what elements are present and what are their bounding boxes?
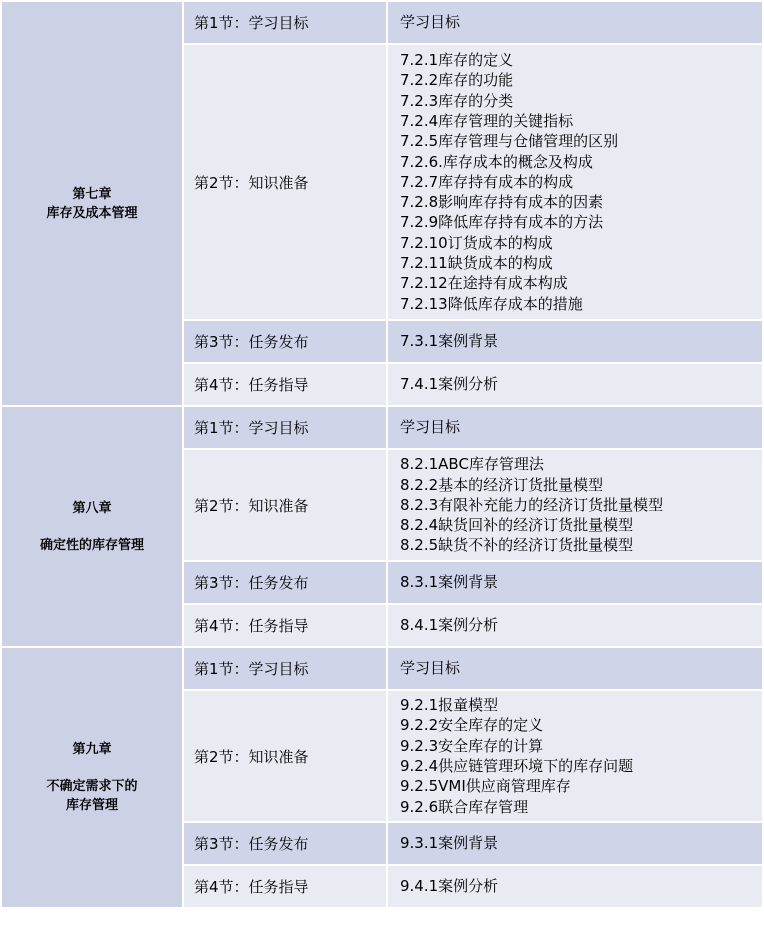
content-item: 7.2.10订货成本的构成: [400, 233, 553, 252]
content-item: 7.4.1案例分析: [400, 375, 499, 394]
content-item: 7.2.5库存管理与仓储管理的区别: [400, 132, 619, 151]
chapter-title-line: 第九章: [72, 742, 112, 757]
section-label: 第1节：学习目标: [183, 1, 387, 44]
content-item: 学习目标: [400, 418, 461, 437]
section-label: 第4节：任务指导: [183, 604, 387, 647]
content-item: 8.2.4缺货回补的经济订货批量模型: [400, 516, 634, 535]
section-label: 第4节：任务指导: [183, 865, 387, 908]
content-item: 8.2.5缺货不补的经济订货批量模型: [400, 536, 634, 555]
chapter-cell: [1, 1, 183, 406]
section-label: 第3节：任务发布: [183, 822, 387, 865]
section-content: [387, 647, 763, 690]
section-content: [387, 690, 763, 822]
section-content: [387, 865, 763, 908]
section-label: 第2节：知识准备: [183, 449, 387, 561]
content-item: 7.2.3库存的分类: [400, 91, 514, 110]
content-item: 7.2.12在途持有成本构成: [400, 274, 568, 293]
content-item: 7.3.1案例背景: [400, 332, 499, 351]
content-item: 8.2.1ABC库存管理法: [400, 455, 544, 474]
table-row: [1, 1, 763, 44]
section-content: [387, 363, 763, 406]
content-item: 9.2.3安全库存的计算: [400, 736, 544, 755]
section-label: 第1节：学习目标: [183, 647, 387, 690]
section-label: 第1节：学习目标: [183, 406, 387, 449]
content-item: 7.2.4库存管理的关键指标: [400, 111, 574, 130]
chapter-cell: [1, 406, 183, 647]
content-item: 7.2.1库存的定义: [400, 51, 514, 70]
section-label: 第4节：任务指导: [183, 363, 387, 406]
section-content: [387, 320, 763, 363]
content-item: 7.2.8影响库存持有成本的因素: [400, 193, 604, 212]
content-item: 9.3.1案例背景: [400, 834, 499, 853]
table-row: [1, 647, 763, 690]
content-item: 8.2.3有限补充能力的经济订货批量模型: [400, 495, 664, 514]
chapter-title-line: 库存及成本管理: [46, 205, 138, 221]
section-content: [387, 406, 763, 449]
content-item: 学习目标: [400, 13, 461, 32]
section-content: [387, 822, 763, 865]
content-item: 9.2.5VMI供应商管理库存: [400, 777, 571, 796]
chapter-title-line: 第七章: [72, 186, 112, 202]
content-item: 学习目标: [400, 659, 461, 678]
chapter-title-line: 确定性的库存管理: [39, 537, 144, 553]
table-row: [1, 406, 763, 449]
section-content: [387, 1, 763, 44]
section-content: [387, 561, 763, 604]
content-item: 7.2.13降低库存成本的措施: [400, 294, 583, 313]
content-item: 7.2.7库存持有成本的构成: [400, 172, 574, 191]
content-item: 7.2.6.库存成本的概念及构成: [400, 152, 593, 171]
section-content: [387, 449, 763, 561]
content-item: 9.2.1报童模型: [400, 696, 499, 715]
chapter-title-line: 不确定需求下的: [46, 779, 138, 794]
content-item: 8.4.1案例分析: [400, 616, 499, 635]
chapter-title-line: 第八章: [72, 500, 112, 516]
content-item: 9.2.6联合库存管理: [400, 797, 529, 816]
section-label: 第2节：知识准备: [183, 44, 387, 320]
section-label: 第2节：知识准备: [183, 690, 387, 822]
content-item: 7.2.9降低库存持有成本的方法: [400, 213, 604, 232]
content-item: 8.3.1案例背景: [400, 573, 499, 592]
content-item: 7.2.2库存的功能: [400, 71, 514, 90]
content-item: 9.2.4供应链管理环境下的库存问题: [400, 757, 634, 775]
section-content: [387, 604, 763, 647]
section-content: [387, 44, 763, 320]
chapter-title-line: 库存管理: [65, 798, 118, 813]
section-label: 第3节：任务发布: [183, 561, 387, 604]
chapter-cell: [1, 647, 183, 908]
section-label: 第3节：任务发布: [183, 320, 387, 363]
content-item: 9.2.2安全库存的定义: [400, 716, 544, 735]
content-item: 7.2.11缺货成本的构成: [400, 254, 553, 273]
content-item: 9.4.1案例分析: [400, 877, 499, 896]
content-item: 8.2.2基本的经济订货批量模型: [400, 475, 604, 494]
